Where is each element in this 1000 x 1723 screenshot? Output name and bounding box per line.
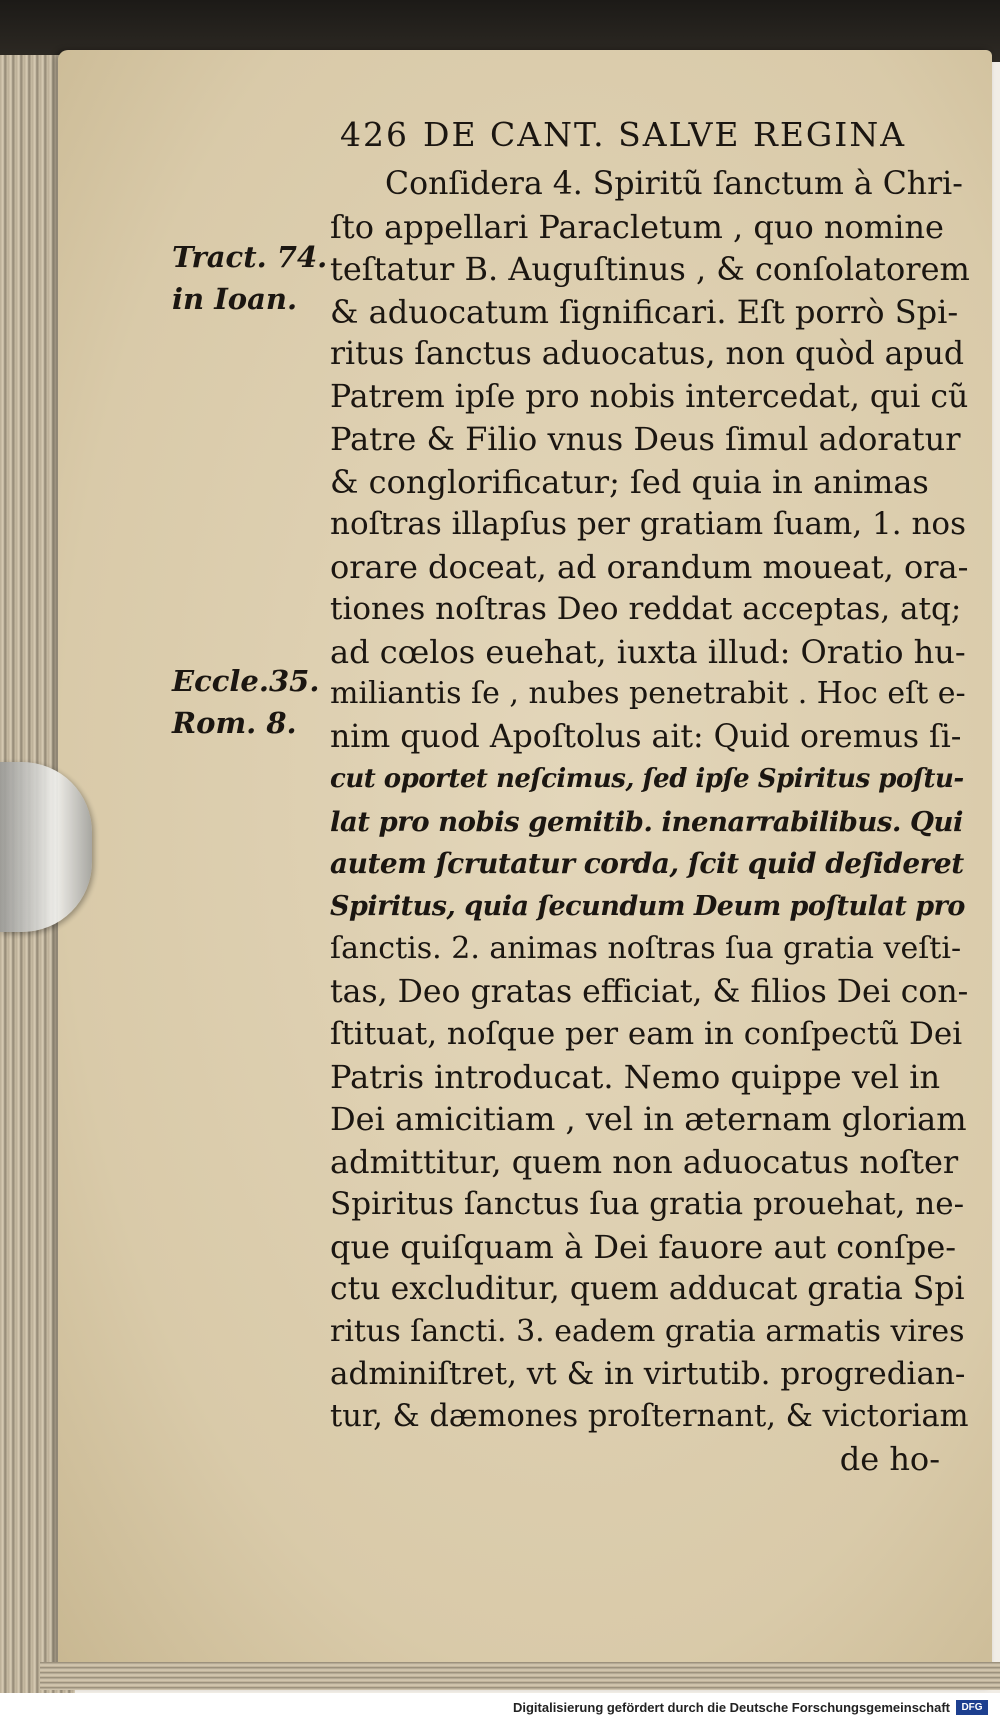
text-line: & conglorificatur; ſed quia in animas (330, 462, 929, 501)
page-number: 426 (340, 115, 409, 154)
text-line: ad cœlos euehat, iuxta illud: Oratio hu- (330, 632, 966, 671)
text-line: autem ſcrutatur corda, ſcit quid deſideret (330, 847, 964, 880)
text-line: Spiritus ſanctus ſua gratia prouehat, ne- (330, 1186, 965, 1222)
text-line: ſtituat, noſque per eam in conſpectũ Dei (330, 1016, 963, 1052)
text-line: ctu excluditur, quem adducat gratia Spi (330, 1271, 965, 1307)
text-line: ritus ſanctus aduocatus, non quòd apud (330, 336, 965, 372)
text-line: Patre & Filio vnus Deus ſimul adoratur (330, 420, 961, 458)
text-line: nim quod Apoſtolus ait: Quid oremus ſi- (330, 718, 962, 755)
text-line: adminiſtret, vt & in virtutib. progredian- (330, 1356, 966, 1392)
text-line: Patris introducat. Nemo quippe vel in (330, 1057, 941, 1096)
text-line: Patrem ipſe pro nobis intercedat, qui cũ (330, 378, 969, 415)
text-line: orare doceat, ad orandum moueat, ora- (330, 547, 969, 586)
text-line: noſtras illapſus per gratiam ſuam, 1. nos (330, 506, 966, 542)
text-line: teſtatur B. Auguſtinus , & conſolatorem (330, 250, 970, 288)
footer-credit: Digitalisierung gefördert durch die Deutsche Forschungsgemeinschaft (512, 1700, 950, 1715)
running-head (340, 115, 960, 154)
text-line: ſanctis. 2. animas noſtras ſua gratia veſti- (330, 931, 962, 966)
marginal-note: Rom. 8. (172, 706, 297, 740)
marginal-note: Tract. 74. (172, 240, 328, 274)
text-line: que quiſquam à Dei fauore aut conſpe- (330, 1227, 957, 1266)
text-line: Conſidera 4. Spiritũ ſanctum à Chri- (385, 166, 963, 202)
marginal-note: Eccle.35. (172, 664, 320, 698)
body-text (330, 163, 970, 1481)
text-line: cut oportet neſcimus, ſed ipſe Spiritus poſtu- (330, 764, 964, 794)
page-bottom-edges (40, 1662, 1000, 1690)
text-line: ſto appellari Paracletum , quo nomine (330, 207, 944, 246)
text-line: & aduocatum ſignificari. Eſt porrò Spi- (330, 292, 959, 331)
text-line: lat pro nobis gemitib. inenarrabilibus. Qui (330, 805, 963, 838)
text-line: admittitur, quem non aduocatus noſter (330, 1142, 959, 1181)
text-line: ritus ſancti. 3. eadem gratia armatis vires (330, 1313, 965, 1349)
text-line: Spiritus, quia ſecundum Deum poſtulat pro (330, 890, 965, 922)
text-line: tiones noſtras Deo reddat acceptas, atq; (330, 591, 962, 627)
running-title: DE CANT. SALVE REGINA (423, 115, 907, 154)
marginal-note: in Ioan. (172, 282, 298, 316)
text-line: tas, Deo gratas efficiat, & filios Dei con- (330, 973, 969, 1010)
catchword: de ho- (839, 1440, 940, 1478)
text-line: miliantis ſe , nubes penetrabit . Hoc eſt e- (330, 676, 966, 711)
dfg-logo: DFG (956, 1700, 988, 1715)
text-line: Dei amicitiam , vel in æternam gloriam (330, 1100, 967, 1138)
text-line: tur, & dæmones proſternant, & victoriam (330, 1398, 969, 1434)
